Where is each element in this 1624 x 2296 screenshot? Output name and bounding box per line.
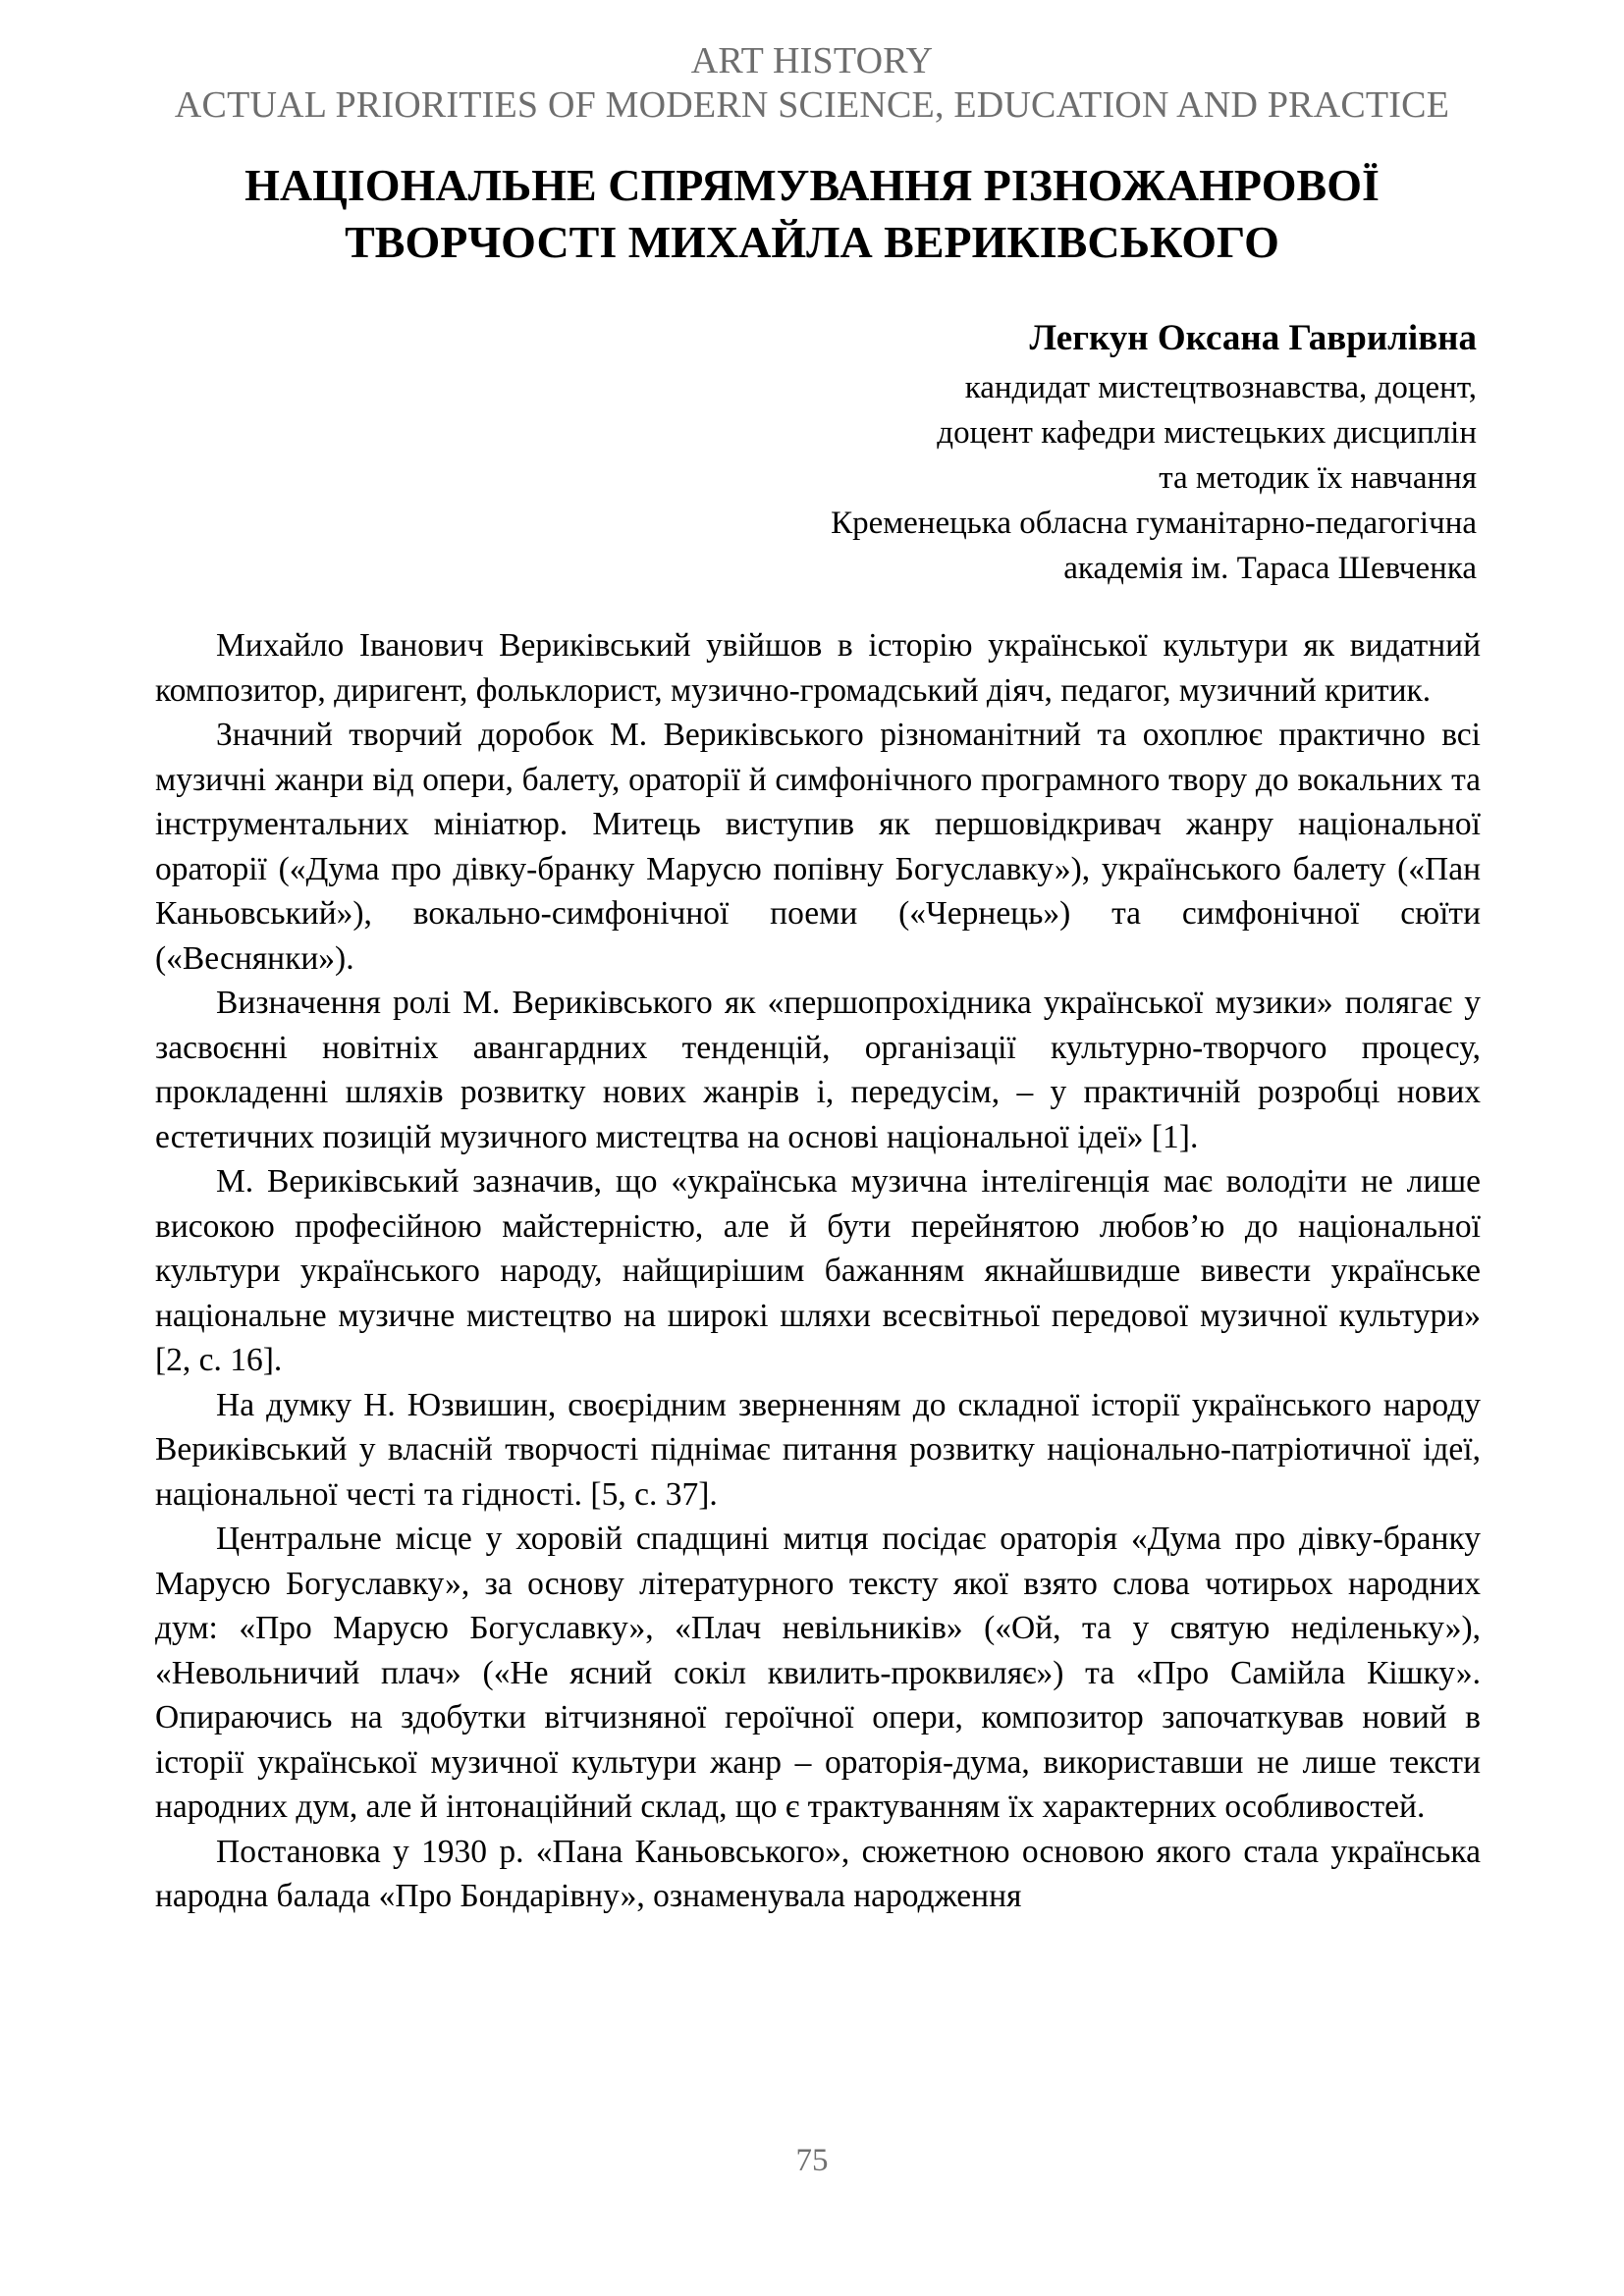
body-paragraph: Значний творчий доробок М. Вериківського різноманітний та охоплює практично всі музичні жанри від опери, балету, ораторії й симфонічного програмного твору до вокальних та інструментальних мініатюр. Митець виступив як першовідкривач жанру національної ораторії («Дума про дівку-бранку Марусю попівну Богуславку»), українського балету («Пан Каньовський»), вокально-симфонічної поеми («Чернець») та симфонічної сюїти («Веснянки»). <box>155 717 1481 977</box>
article-body <box>155 623 1481 1919</box>
page-number: 75 <box>795 2143 829 2178</box>
running-header-section: ART HISTORY <box>690 40 934 81</box>
article-title-line-2: ТВОРЧОСТІ МИХАЙЛА ВЕРИКІВСЬКОГО <box>345 217 1279 267</box>
author-block <box>831 314 1477 591</box>
body-paragraph: Визначення ролі М. Вериківського як «першопрохідника української музики» полягає у засвоєнні новітніх авангардних тенденцій, організації культурно-творчого процесу, прокладенні шляхів розвитку нових жанрів і, передусім, – у практичній розробці нових естетичних позицій музичного мистецтва на основі національної ідеї» [1]. <box>155 985 1481 1155</box>
body-paragraph: На думку Н. Юзвишин, своєрідним зверненням до складної історії українського народу Вериківський у власній творчості піднімає питання розвитку національно-патріотичної ідеї, національної честі та гідності. [5, с. 37]. <box>155 1386 1481 1513</box>
body-paragraph: Постановка у 1930 р. «Пана Каньовського», сюжетною основою якого стала українська народна балада «Про Бондарівну», ознаменувала народження <box>155 1833 1481 1914</box>
body-paragraph: Центральне місце у хоровій спадщині митця посідає ораторія «Дума про дівку-бранку Марусю Богуславку», за основу літературного тексту якої взято слова чотирьох народних дум: «Про Марусю Богуславку», «Плач невільників» («Ой, та у святую неділеньку»), «Невольничий плач» («Не ясний сокіл квилить-проквиляє») та «Про Самійла Кішку». Опираючись на здобутки вітчизняної героїчної опери, композитор започаткував новий в історії української музичної культури жанр – ораторія-дума, використавши не лише тексти народних дум, але й інтонаційний склад, що є трактуванням їх характерних особливостей. <box>155 1521 1481 1825</box>
running-header-journal: ACTUAL PRIORITIES OF MODERN SCIENCE, EDUCATION AND PRACTICE <box>174 84 1450 126</box>
article-title-line-1: НАЦІОНАЛЬНЕ СПРЯМУВАННЯ РІЗНОЖАНРОВОЇ <box>244 160 1380 210</box>
author-affiliation-line: академія ім. Тараса Шевченка <box>1063 551 1477 586</box>
author-affiliation-line: Кременецька обласна гуманітарно-педагогічна <box>831 506 1477 541</box>
author-name: Легкун Оксана Гаврилівна <box>1029 318 1477 358</box>
body-paragraph: Михайло Іванович Вериківський увійшов в історію української культури як видатний композитор, диригент, фольклорист, музично-громадський діяч, педагог, музичний критик. <box>155 627 1481 709</box>
author-affiliation-line: кандидат мистецтвознавства, доцент, <box>964 370 1477 405</box>
body-paragraph: М. Вериківський зазначив, що «українська музична інтелігенція має володіти не лише високою професійною майстерністю, але й бути перейнятою любов’ю до національної культури українського народу, найщирішим бажанням якнайшвидше вивести українське національне музичне мистецтво на широкі шляхи всесвітньої передової музичної культури» [2, с. 16]. <box>155 1163 1481 1378</box>
author-affiliation-line: та методик їх навчання <box>1159 460 1477 496</box>
author-affiliation-line: доцент кафедри мистецьких дисциплін <box>937 415 1477 451</box>
article-title <box>147 157 1477 271</box>
